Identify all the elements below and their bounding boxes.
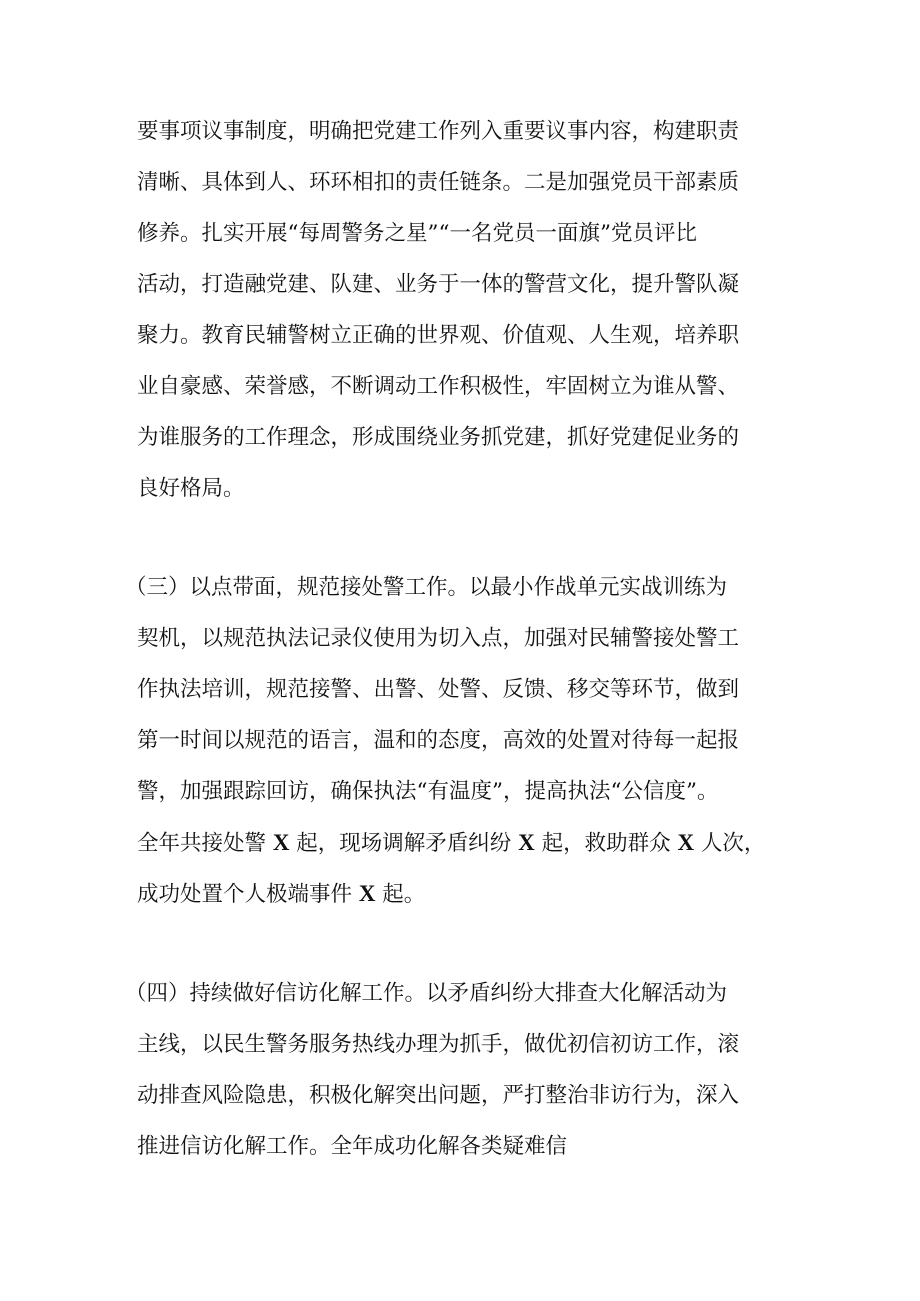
paragraph-2-stats-line-2 [137,881,425,907]
paragraph-1-line-7: 为谁服务的工作理念，形成围绕业务抓党建，抓好党建促业务的 [137,425,740,450]
paragraph-1-line-3: 修养。扎实开展“每周警务之星”“一名党员一面旗”党员评比 [137,221,697,246]
placeholder-x: X [518,830,535,855]
paragraph-3-line-1: （四）持续做好信访化解工作。以矛盾纠纷大排查大化解活动为 [125,981,728,1006]
paragraph-1-line-6: 业自豪感、荣誉感，不断调动工作积极性，牢固树立为谁从警、 [137,374,740,399]
placeholder-x: X [358,881,376,906]
paragraph-1-line-1: 要事项议事制度，明确把党建工作列入重要议事内容，构建职责 [137,119,740,144]
paragraph-1-line-2: 清晰、具体到人、环环相扣的责任链条。二是加强党员干部素质 [137,170,740,195]
stats-text-b: 起。 [375,882,426,907]
paragraph-1-line-4: 活动，打造融党建、队建、业务于一体的警营文化，提升警队凝 [137,272,740,297]
paragraph-3-line-2: 主线，以民生警务服务热线办理为抓手，做优初信初访工作，滚 [137,1032,740,1057]
paragraph-2-line-4: 第一时间以规范的语言，温和的态度，高效的处置对待每一起报 [137,728,740,753]
paragraph-3-line-3: 动排查风险隐患，积极化解突出问题，严打整治非访行为，深入 [137,1083,740,1108]
stats-text-a: 全年共接处警 [137,831,273,856]
paragraph-2-line-3: 作执法培训，规范接警、出警、处警、反馈、移交等环节，做到 [137,677,740,702]
stats-text-b: 起，现场调解矛盾纠纷 [289,831,519,856]
stats-text-a: 成功处置个人极端事件 [137,882,359,907]
paragraph-1-line-5: 聚力。教育民辅警树立正确的世界观、价值观、人生观，培养职 [137,323,740,348]
paragraph-2-line-5: 警，加强跟踪回访，确保执法“有温度”，提高执法“公信度”。 [137,779,719,804]
paragraph-1-line-8: 良好格局。 [137,476,245,501]
paragraph-3-line-4: 推进信访化解工作。全年成功化解各类疑难信 [137,1134,568,1159]
placeholder-x: X [272,830,290,855]
stats-text-c: 起，救助群众 [534,831,678,856]
paragraph-2-line-1: （三）以点带面，规范接处警工作。以最小作战单元实战训练为 [125,575,728,600]
stats-text-d: 人次， [694,831,766,856]
placeholder-x: X [677,830,695,855]
paragraph-2-stats-line-1 [137,830,765,856]
paragraph-2-line-2: 契机，以规范执法记录仪使用为切入点，加强对民辅警接处警工 [137,626,740,651]
